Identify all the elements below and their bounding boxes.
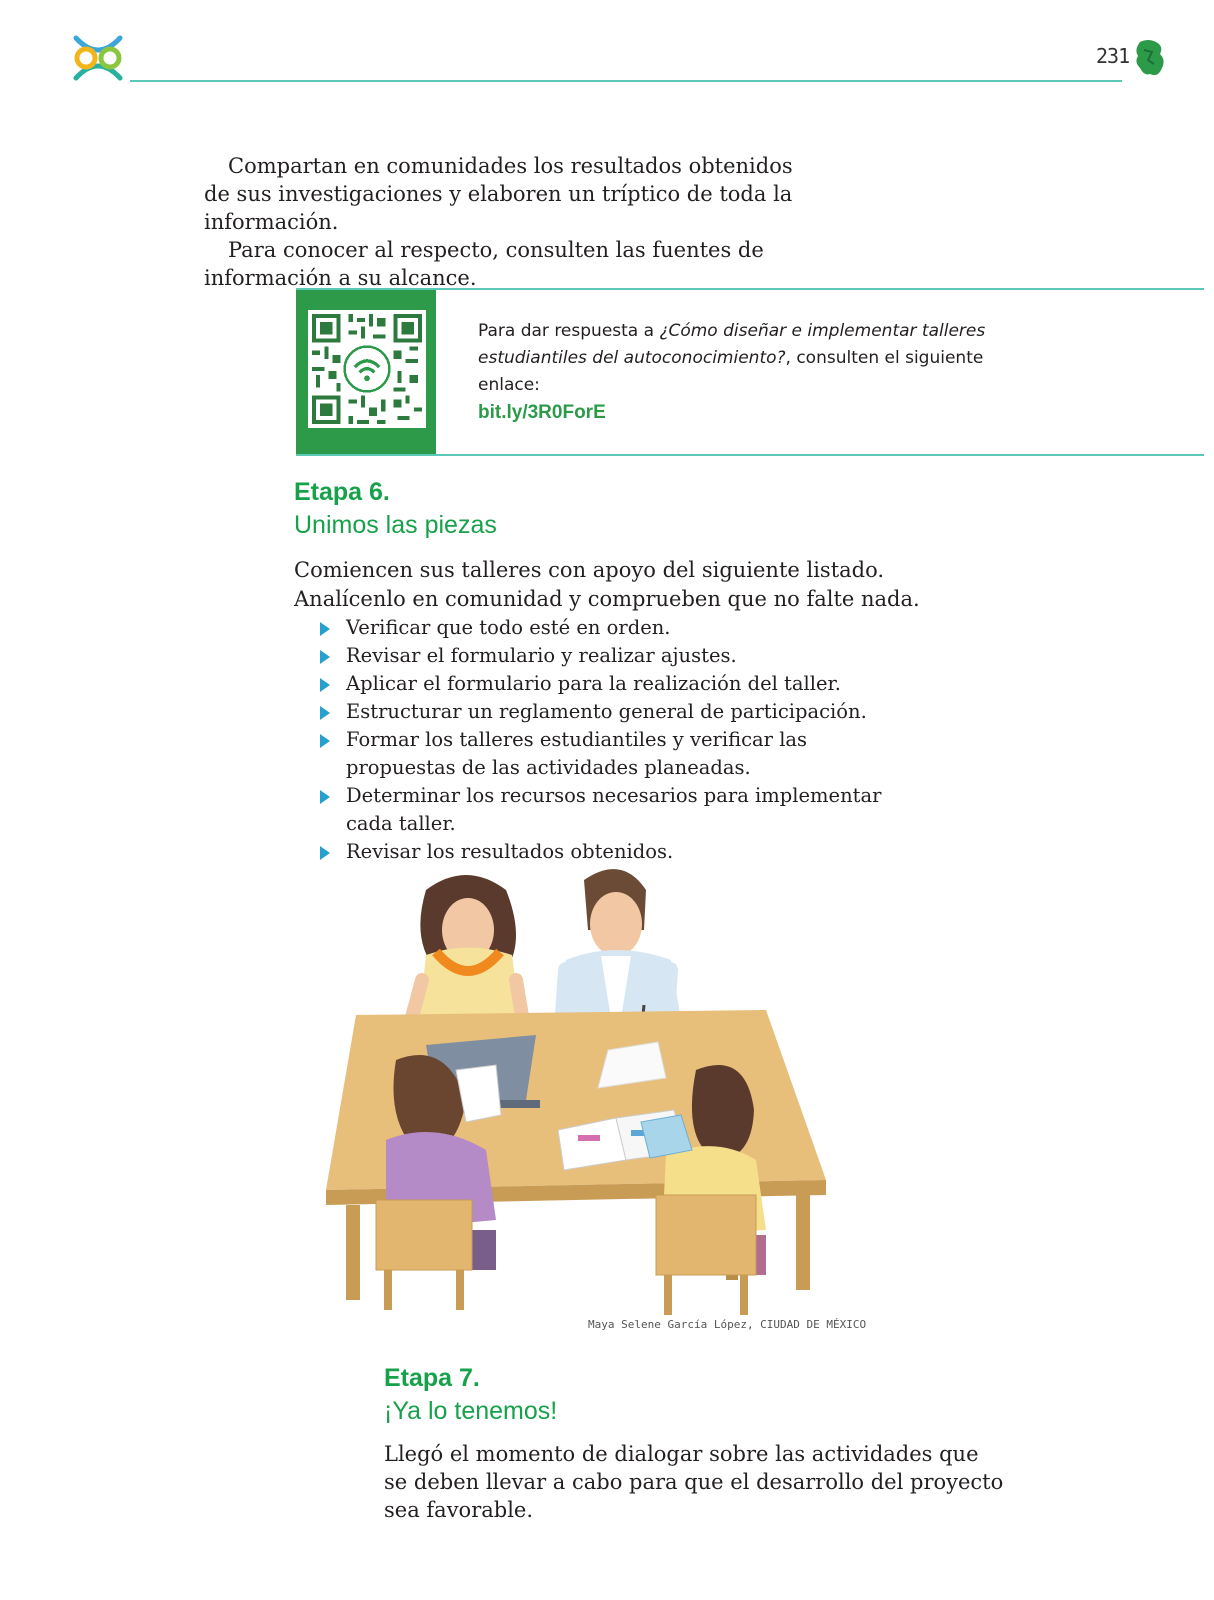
- qr-info-box: [296, 288, 1204, 456]
- qr-question: ¿Cómo diseñar e implementar talleres estudiantiles del autoconocimiento?: [478, 321, 986, 368]
- stage6-checklist: [320, 614, 920, 866]
- list-item: [320, 698, 920, 726]
- list-item: [320, 726, 920, 782]
- bullet-arrow-icon: [320, 734, 330, 748]
- qr-text-after: , consulten el siguiente enlace:: [478, 348, 984, 395]
- qr-text-before: Para dar respuesta a: [478, 321, 660, 341]
- bullet-arrow-icon: [320, 650, 330, 664]
- community-knot-logo: [70, 32, 126, 84]
- workshop-illustration: [326, 860, 836, 1320]
- list-item: [320, 614, 920, 642]
- green-figure-icon: [1132, 38, 1166, 78]
- list-item-text: Determinar los recursos necesarios para implementar cada taller.: [346, 784, 882, 835]
- stage7-heading: [384, 1362, 557, 1428]
- intro-paragraph-2: Para conocer al respecto, consulten las fuentes de información a su alcance.: [204, 238, 764, 290]
- list-item: [320, 642, 920, 670]
- header-rule: [130, 80, 1122, 82]
- list-item-text: Formar los talleres estudiantiles y verificar las propuestas de las actividades planeadas.: [346, 728, 808, 779]
- stage7-body: Llegó el momento de dialogar sobre las actividades que se deben llevar a cabo para que el desarrollo del proyecto sea favorable.: [384, 1442, 1004, 1522]
- illustration-credit: Maya Selene García López, CIUDAD DE MÉXICO: [588, 1318, 867, 1331]
- qr-panel: [296, 290, 436, 454]
- stage6-title: Unimos las piezas: [294, 511, 497, 539]
- stage6-number: Etapa 6.: [294, 478, 390, 506]
- list-item-text: Revisar los resultados obtenidos.: [346, 840, 674, 863]
- list-item-text: Verificar que todo esté en orden.: [346, 616, 671, 639]
- bullet-arrow-icon: [320, 790, 330, 804]
- stage7-number: Etapa 7.: [384, 1364, 480, 1392]
- stage7-title: ¡Ya lo tenemos!: [384, 1397, 558, 1425]
- bullet-arrow-icon: [320, 846, 330, 860]
- child-left-figure: [376, 1055, 501, 1310]
- list-item: [320, 782, 920, 838]
- bullet-arrow-icon: [320, 706, 330, 720]
- bullet-arrow-icon: [320, 678, 330, 692]
- list-item-text: Aplicar el formulario para la realización del taller.: [346, 672, 841, 695]
- page-number: 231: [1096, 44, 1130, 68]
- stage6-heading: [294, 476, 497, 542]
- list-item-text: Revisar el formulario y realizar ajustes.: [346, 644, 737, 667]
- intro-paragraph-1: Compartan en comunidades los resultados obtenidos de sus investigaciones y elaboren un tríptico de toda la información.: [204, 154, 793, 234]
- qr-code-icon[interactable]: [308, 310, 426, 428]
- qr-instructions: [478, 318, 998, 426]
- list-item: [320, 670, 920, 698]
- intro-text: [204, 152, 824, 292]
- bullet-arrow-icon: [320, 622, 330, 636]
- list-item-text: Estructurar un reglamento general de participación.: [346, 700, 867, 723]
- qr-link[interactable]: bit.ly/3R0ForE: [478, 402, 606, 423]
- stage6-body: Comiencen sus talleres con apoyo del siguiente listado. Analícenlo en comunidad y comprueben que no falte nada.: [294, 558, 920, 611]
